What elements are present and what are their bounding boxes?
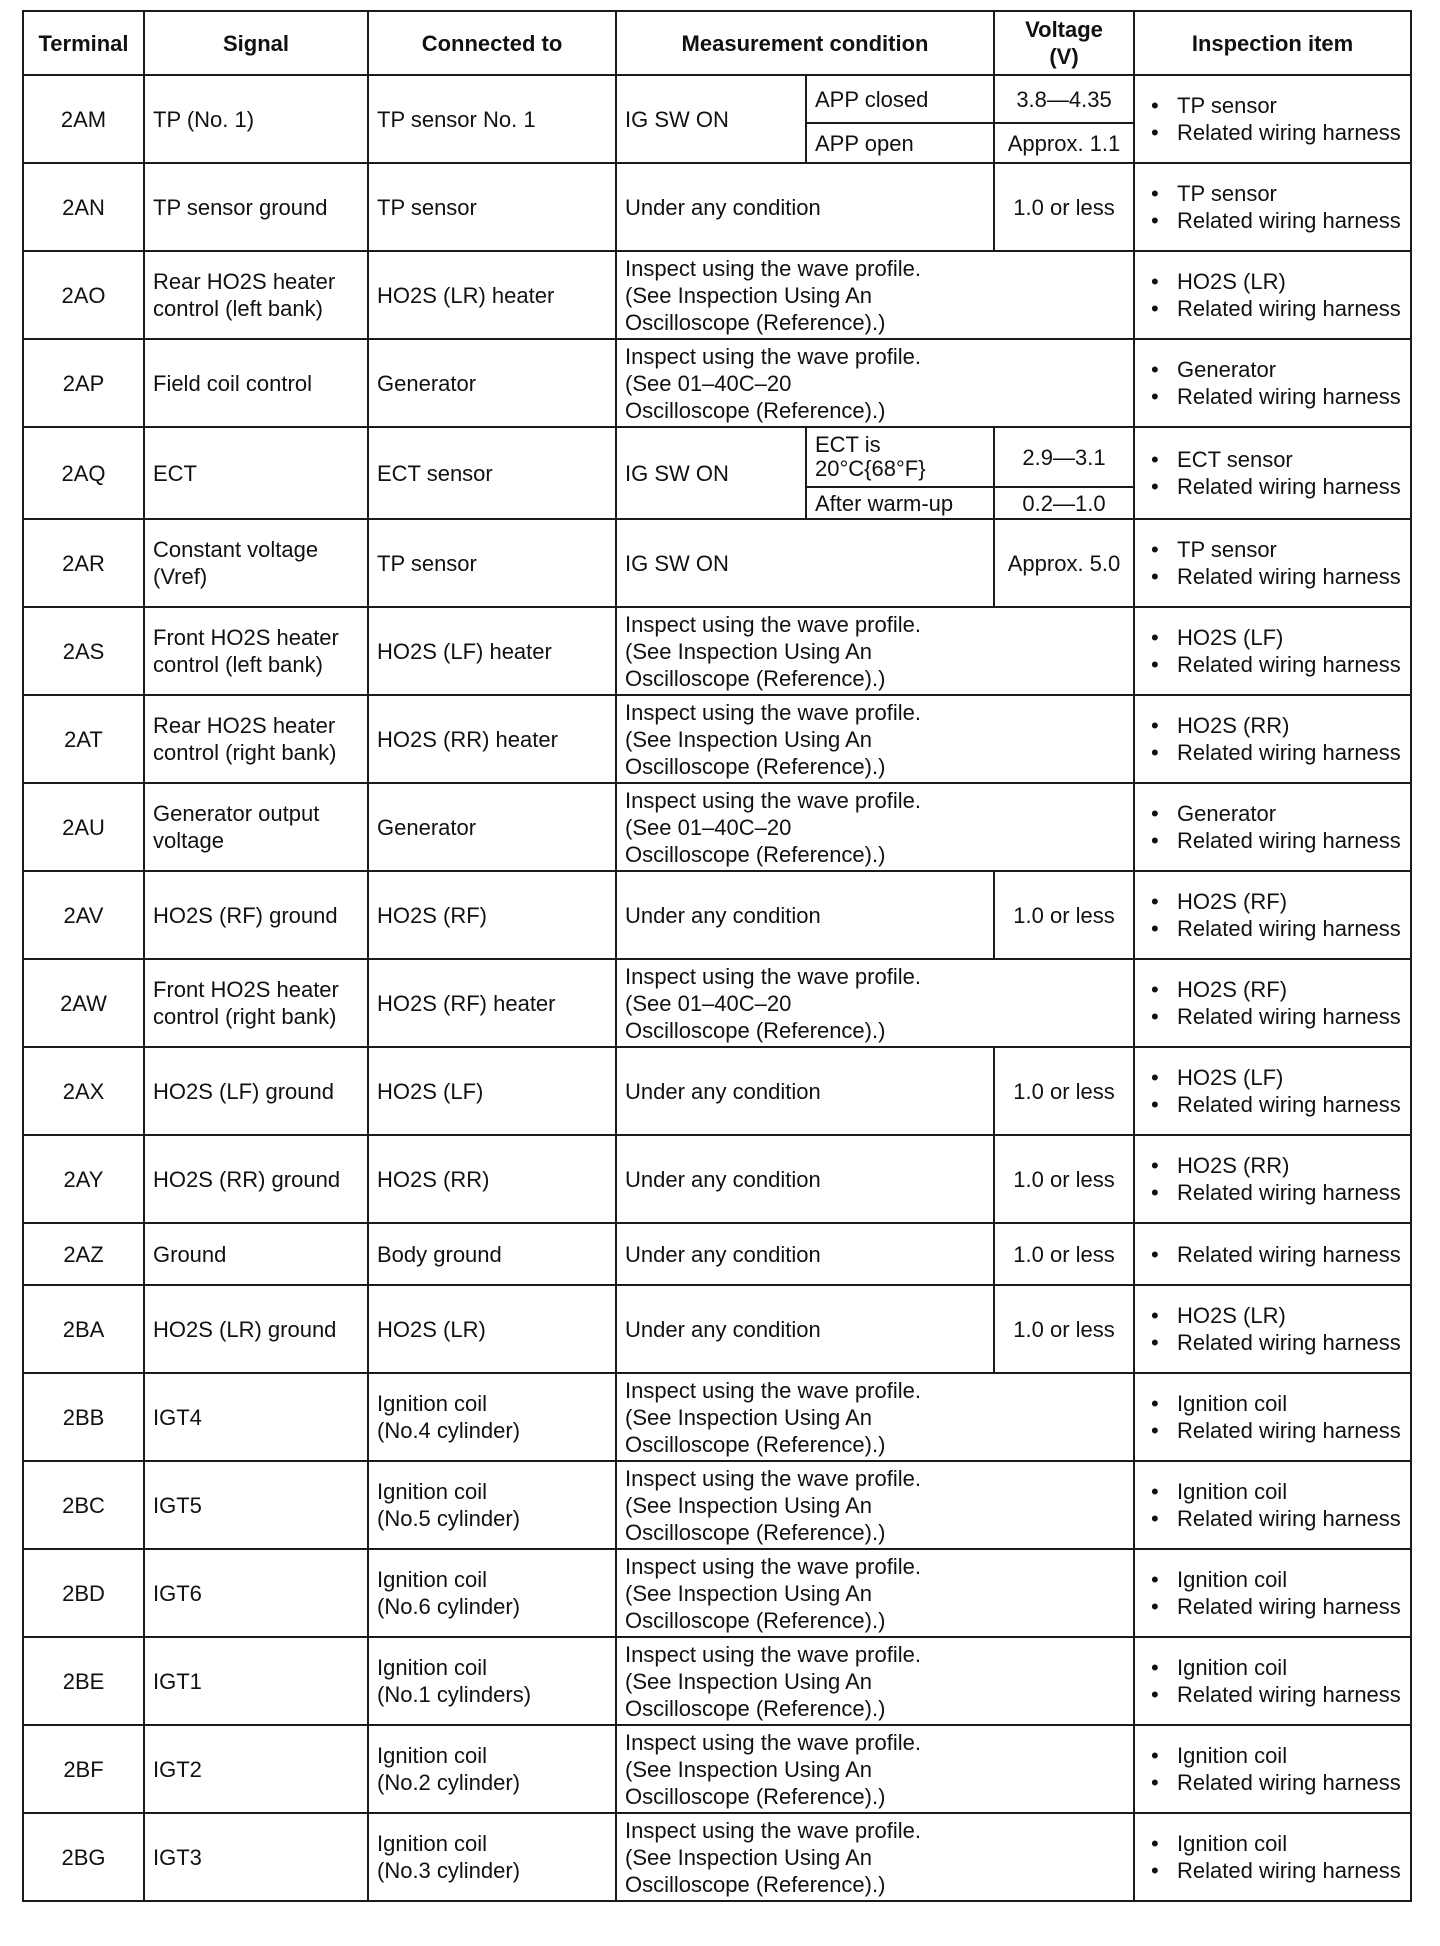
condition-cell: Inspect using the wave profile. (See 01–40C–20 Oscilloscope (Reference).) (616, 959, 1134, 1047)
inspection-item: • Related wiring harness (1143, 1857, 1402, 1884)
inspection-item: • Ignition coil (1143, 1830, 1402, 1857)
inspection-item: • Related wiring harness (1143, 473, 1402, 500)
inspection-cell (1134, 1725, 1411, 1813)
connected-cell: Ignition coil (No.4 cylinder) (368, 1373, 616, 1461)
table-row (23, 519, 1411, 607)
condition-cell: Under any condition (616, 1047, 994, 1135)
inspection-item: • Related wiring harness (1143, 1593, 1402, 1620)
inspection-item: • Ignition coil (1143, 1654, 1402, 1681)
sub-condition-cell: APP closed (806, 75, 994, 123)
inspection-item: • Related wiring harness (1143, 295, 1402, 322)
inspection-item: • Generator (1143, 800, 1402, 827)
inspection-item: • HO2S (LR) (1143, 1302, 1402, 1329)
inspection-item: • Related wiring harness (1143, 1505, 1402, 1532)
signal-cell: Front HO2S heater control (right bank) (144, 959, 368, 1047)
voltage-cell: Approx. 1.1 (994, 123, 1134, 163)
table-row (23, 871, 1411, 959)
inspection-item: • HO2S (RR) (1143, 712, 1402, 739)
inspection-item: • Related wiring harness (1143, 383, 1402, 410)
connected-cell: HO2S (LR) (368, 1285, 616, 1373)
table-row (23, 1549, 1411, 1637)
terminal-cell: 2BC (23, 1461, 144, 1549)
signal-cell: ECT (144, 427, 368, 519)
inspection-item: • Related wiring harness (1143, 1769, 1402, 1796)
header-signal: Signal (144, 11, 368, 75)
terminal-cell: 2BG (23, 1813, 144, 1901)
condition-cell: Inspect using the wave profile. (See Inspection Using An Oscilloscope (Reference).) (616, 1813, 1134, 1901)
signal-cell: Front HO2S heater control (left bank) (144, 607, 368, 695)
terminal-voltage-table (22, 10, 1412, 1902)
connected-cell: Ignition coil (No.5 cylinder) (368, 1461, 616, 1549)
table-row (23, 163, 1411, 251)
table-row (23, 339, 1411, 427)
signal-cell: TP (No. 1) (144, 75, 368, 163)
terminal-cell: 2AT (23, 695, 144, 783)
header-row (23, 11, 1411, 75)
terminal-cell: 2AY (23, 1135, 144, 1223)
connected-cell: ECT sensor (368, 427, 616, 519)
table-row (23, 1725, 1411, 1813)
inspection-item: • HO2S (RF) (1143, 888, 1402, 915)
inspection-item: • Generator (1143, 356, 1402, 383)
condition-cell: IG SW ON (616, 427, 806, 519)
inspection-cell (1134, 339, 1411, 427)
inspection-cell (1134, 1373, 1411, 1461)
terminal-cell: 2AR (23, 519, 144, 607)
inspection-cell (1134, 959, 1411, 1047)
voltage-cell: 1.0 or less (994, 871, 1134, 959)
signal-cell: HO2S (LR) ground (144, 1285, 368, 1373)
inspection-cell (1134, 519, 1411, 607)
terminal-cell: 2AN (23, 163, 144, 251)
inspection-cell (1134, 1461, 1411, 1549)
header-inspection-item: Inspection item (1134, 11, 1411, 75)
voltage-cell: 3.8—4.35 (994, 75, 1134, 123)
terminal-cell: 2AQ (23, 427, 144, 519)
voltage-cell: Approx. 5.0 (994, 519, 1134, 607)
condition-cell: Under any condition (616, 163, 994, 251)
table-row (23, 783, 1411, 871)
condition-cell: Inspect using the wave profile. (See Inspection Using An Oscilloscope (Reference).) (616, 695, 1134, 783)
signal-cell: IGT3 (144, 1813, 368, 1901)
terminal-cell: 2AM (23, 75, 144, 163)
connected-cell: HO2S (RF) heater (368, 959, 616, 1047)
table-row (23, 1373, 1411, 1461)
inspection-item: • HO2S (RR) (1143, 1152, 1402, 1179)
connected-cell: HO2S (LR) heater (368, 251, 616, 339)
signal-cell: IGT4 (144, 1373, 368, 1461)
sub-condition-cell: After warm-up (806, 487, 994, 519)
inspection-item: • Ignition coil (1143, 1390, 1402, 1417)
inspection-cell (1134, 1135, 1411, 1223)
voltage-cell: 0.2—1.0 (994, 487, 1134, 519)
terminal-cell: 2BF (23, 1725, 144, 1813)
voltage-cell: 1.0 or less (994, 1285, 1134, 1373)
condition-cell: IG SW ON (616, 75, 806, 163)
signal-cell: IGT6 (144, 1549, 368, 1637)
table-row (23, 251, 1411, 339)
inspection-item: • Related wiring harness (1143, 651, 1402, 678)
inspection-cell (1134, 783, 1411, 871)
inspection-item: • Related wiring harness (1143, 1241, 1402, 1268)
inspection-item: • ECT sensor (1143, 446, 1402, 473)
signal-cell: HO2S (RR) ground (144, 1135, 368, 1223)
table-row (23, 1135, 1411, 1223)
signal-cell: Ground (144, 1223, 368, 1285)
inspection-item: • Related wiring harness (1143, 915, 1402, 942)
connected-cell: TP sensor No. 1 (368, 75, 616, 163)
connected-cell: HO2S (RF) (368, 871, 616, 959)
inspection-cell (1134, 1549, 1411, 1637)
table-row (23, 1813, 1411, 1901)
terminal-cell: 2AP (23, 339, 144, 427)
inspection-cell (1134, 695, 1411, 783)
header-connected-to: Connected to (368, 11, 616, 75)
inspection-item: • Related wiring harness (1143, 1681, 1402, 1708)
table-row (23, 959, 1411, 1047)
voltage-cell: 1.0 or less (994, 163, 1134, 251)
inspection-cell (1134, 163, 1411, 251)
inspection-cell (1134, 1813, 1411, 1901)
connected-cell: Ignition coil (No.3 cylinder) (368, 1813, 616, 1901)
connected-cell: TP sensor (368, 519, 616, 607)
condition-cell: Inspect using the wave profile. (See Inspection Using An Oscilloscope (Reference).) (616, 607, 1134, 695)
sub-condition-cell: ECT is 20°C{68°F} (806, 427, 994, 487)
condition-cell: Under any condition (616, 1223, 994, 1285)
connected-cell: HO2S (RR) heater (368, 695, 616, 783)
signal-cell: TP sensor ground (144, 163, 368, 251)
table-row (23, 695, 1411, 783)
header-terminal: Terminal (23, 11, 144, 75)
inspection-item: • HO2S (LF) (1143, 624, 1402, 651)
table-row (23, 427, 1411, 487)
signal-cell: IGT5 (144, 1461, 368, 1549)
terminal-cell: 2AW (23, 959, 144, 1047)
terminal-cell: 2AS (23, 607, 144, 695)
inspection-cell (1134, 1285, 1411, 1373)
signal-cell: Rear HO2S heater control (left bank) (144, 251, 368, 339)
terminal-cell: 2AO (23, 251, 144, 339)
header-voltage: Voltage (V) (994, 11, 1134, 75)
sub-condition-cell: APP open (806, 123, 994, 163)
inspection-item: • HO2S (LF) (1143, 1064, 1402, 1091)
voltage-cell: 1.0 or less (994, 1047, 1134, 1135)
inspection-cell (1134, 1047, 1411, 1135)
inspection-item: • Related wiring harness (1143, 1179, 1402, 1206)
terminal-cell: 2BB (23, 1373, 144, 1461)
inspection-item: • Related wiring harness (1143, 207, 1402, 234)
connected-cell: HO2S (RR) (368, 1135, 616, 1223)
inspection-item: • Related wiring harness (1143, 1417, 1402, 1444)
inspection-item: • Ignition coil (1143, 1478, 1402, 1505)
inspection-item: • Related wiring harness (1143, 1329, 1402, 1356)
table-row (23, 1461, 1411, 1549)
inspection-cell (1134, 75, 1411, 163)
connected-cell: Ignition coil (No.2 cylinder) (368, 1725, 616, 1813)
terminal-cell: 2BA (23, 1285, 144, 1373)
terminal-cell: 2AV (23, 871, 144, 959)
table-row (23, 1047, 1411, 1135)
connected-cell: HO2S (LF) heater (368, 607, 616, 695)
signal-cell: HO2S (LF) ground (144, 1047, 368, 1135)
signal-cell: Rear HO2S heater control (right bank) (144, 695, 368, 783)
inspection-item: • TP sensor (1143, 92, 1402, 119)
inspection-item: • Related wiring harness (1143, 739, 1402, 766)
connected-cell: Generator (368, 783, 616, 871)
inspection-item: • Related wiring harness (1143, 563, 1402, 590)
condition-cell: Inspect using the wave profile. (See Inspection Using An Oscilloscope (Reference).) (616, 1461, 1134, 1549)
condition-cell: Inspect using the wave profile. (See 01–40C–20 Oscilloscope (Reference).) (616, 339, 1134, 427)
inspection-item: • TP sensor (1143, 180, 1402, 207)
inspection-cell (1134, 1223, 1411, 1285)
terminal-cell: 2BE (23, 1637, 144, 1725)
inspection-cell (1134, 251, 1411, 339)
condition-cell: Inspect using the wave profile. (See 01–40C–20 Oscilloscope (Reference).) (616, 783, 1134, 871)
voltage-cell: 1.0 or less (994, 1135, 1134, 1223)
condition-cell: Inspect using the wave profile. (See Inspection Using An Oscilloscope (Reference).) (616, 1637, 1134, 1725)
header-measurement-condition: Measurement condition (616, 11, 994, 75)
connected-cell: HO2S (LF) (368, 1047, 616, 1135)
condition-cell: Inspect using the wave profile. (See Inspection Using An Oscilloscope (Reference).) (616, 251, 1134, 339)
inspection-item: • Related wiring harness (1143, 1003, 1402, 1030)
connected-cell: Ignition coil (No.6 cylinder) (368, 1549, 616, 1637)
inspection-cell (1134, 427, 1411, 519)
inspection-item: • Related wiring harness (1143, 1091, 1402, 1118)
condition-cell: Inspect using the wave profile. (See Inspection Using An Oscilloscope (Reference).) (616, 1373, 1134, 1461)
connected-cell: Ignition coil (No.1 cylinders) (368, 1637, 616, 1725)
signal-cell: Generator output voltage (144, 783, 368, 871)
table-row (23, 1637, 1411, 1725)
condition-cell: Under any condition (616, 871, 994, 959)
condition-cell: Inspect using the wave profile. (See Inspection Using An Oscilloscope (Reference).) (616, 1725, 1134, 1813)
condition-cell: Under any condition (616, 1135, 994, 1223)
condition-cell: IG SW ON (616, 519, 994, 607)
terminal-cell: 2AX (23, 1047, 144, 1135)
connected-cell: TP sensor (368, 163, 616, 251)
connected-cell: Generator (368, 339, 616, 427)
connected-cell: Body ground (368, 1223, 616, 1285)
terminal-cell: 2BD (23, 1549, 144, 1637)
inspection-item: • Related wiring harness (1143, 119, 1402, 146)
inspection-item: • HO2S (LR) (1143, 268, 1402, 295)
table-row (23, 1285, 1411, 1373)
voltage-cell: 1.0 or less (994, 1223, 1134, 1285)
signal-cell: HO2S (RF) ground (144, 871, 368, 959)
inspection-cell (1134, 1637, 1411, 1725)
voltage-cell: 2.9—3.1 (994, 427, 1134, 487)
inspection-item: • HO2S (RF) (1143, 976, 1402, 1003)
inspection-item: • Related wiring harness (1143, 827, 1402, 854)
table-row (23, 607, 1411, 695)
terminal-cell: 2AU (23, 783, 144, 871)
terminal-cell: 2AZ (23, 1223, 144, 1285)
inspection-item: • TP sensor (1143, 536, 1402, 563)
signal-cell: IGT1 (144, 1637, 368, 1725)
signal-cell: Field coil control (144, 339, 368, 427)
inspection-cell (1134, 607, 1411, 695)
table-row (23, 1223, 1411, 1285)
inspection-cell (1134, 871, 1411, 959)
signal-cell: IGT2 (144, 1725, 368, 1813)
condition-cell: Inspect using the wave profile. (See Inspection Using An Oscilloscope (Reference).) (616, 1549, 1134, 1637)
inspection-item: • Ignition coil (1143, 1566, 1402, 1593)
table-row (23, 75, 1411, 123)
signal-cell: Constant voltage (Vref) (144, 519, 368, 607)
inspection-item: • Ignition coil (1143, 1742, 1402, 1769)
condition-cell: Under any condition (616, 1285, 994, 1373)
